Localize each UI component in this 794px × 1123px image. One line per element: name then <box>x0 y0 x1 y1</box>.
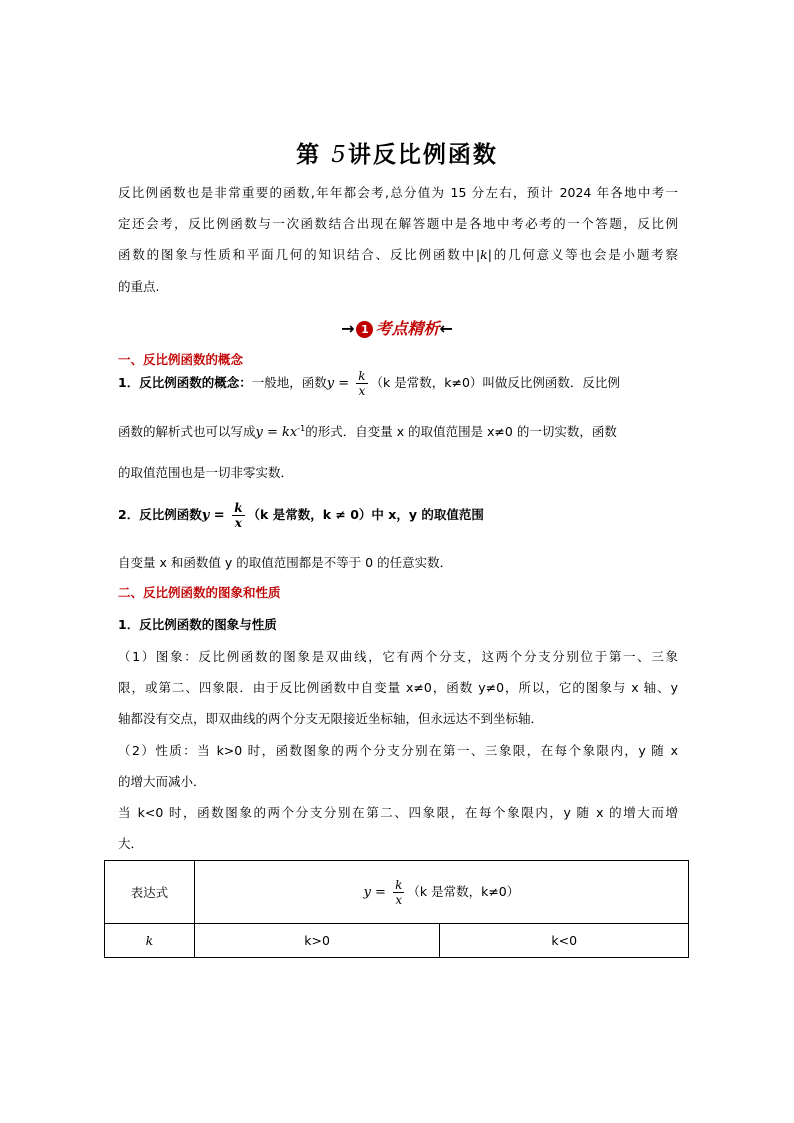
table-expression-paren: （k 是常数，k≠0） <box>407 883 520 899</box>
definition-text: 一般地，函数 <box>251 375 327 390</box>
definition-line-1 <box>118 368 678 399</box>
table-fraction <box>393 878 404 907</box>
definition-line-2 <box>118 420 678 442</box>
table-fraction-denominator: x <box>395 892 403 907</box>
intro-line-3-var: k <box>480 247 488 262</box>
property-line-2: 的增大而减小． <box>118 774 206 789</box>
table-cell-k: k <box>105 924 195 958</box>
table-row <box>105 924 689 958</box>
section-2-sub-1: 1．反比例函数的图象与性质 <box>118 617 277 632</box>
table-cell-expression <box>194 861 688 924</box>
left-arrow-icon: → <box>341 319 355 338</box>
property-line-3: 当 k<0 时，函数图象的两个分支分别在第二、四象限，在每个象限内，y 随 x 的增大而增 <box>118 805 678 820</box>
section-1-heading: 一、反比例函数的概念 <box>118 352 244 367</box>
graph-line-3: 轴都没有交点，即双曲线的两个分支无限接近坐标轴，但永远达不到坐标轴． <box>118 711 544 726</box>
intro-line-2: 定还会考，反比例函数与一次函数结合出现在解答题中是各地中考必考的一个答题，反比例 <box>118 216 678 231</box>
formula-eq: = <box>334 376 354 391</box>
fraction-denominator: x <box>358 384 366 398</box>
definition-label: 1．反比例函数的概念： <box>118 375 252 390</box>
fraction-k-over-x <box>356 369 367 398</box>
definition-paren: （k 是常数，k≠0）叫做反比例函数．反比例 <box>370 375 620 390</box>
definition-line-3: 的取值范围也是一切非零实数． <box>118 465 294 480</box>
intro-line-3-post: |的几何意义等也会是小题考察 <box>487 247 678 262</box>
title-suffix: 讲反比例函数 <box>347 141 498 168</box>
formula-exponent: -1 <box>297 424 306 433</box>
range-heading-post: （k 是常数，k ≠ 0）中 x，y 的取值范围 <box>247 507 484 522</box>
formula-kx: y = kx <box>255 425 298 441</box>
graph-line-2: 限，或第二、四象限．由于反比例函数中自变量 x≠0，函数 y≠0，所以，它的图象与 x 轴、y <box>118 680 678 695</box>
section-banner <box>0 316 794 339</box>
formula-y: y <box>326 376 335 391</box>
property-line-4: 大． <box>118 836 144 851</box>
definition-line-2-pre: 函数的解析式也可以写成 <box>118 424 256 440</box>
right-arrow-icon: ← <box>439 319 453 338</box>
table-formula-y: y <box>363 884 371 900</box>
range-text: 自变量 x 和函数值 y 的取值范围都是不等于 0 的任意实数． <box>118 555 453 570</box>
property-line-1: （2）性质：当 k>0 时，函数图象的两个分支分别在第一、三象限，在每个象限内，y 随 x <box>118 743 678 758</box>
intro-line-4: 的重点. <box>118 279 160 294</box>
intro-line-3 <box>118 246 678 264</box>
title-number: 5 <box>331 142 348 168</box>
range-fraction-denominator: x <box>234 516 242 530</box>
property-table <box>104 860 689 958</box>
range-formula-eq: = <box>209 508 230 523</box>
range-formula-y: y <box>201 508 210 523</box>
fraction-numerator: k <box>358 369 366 383</box>
table-cell-k-negative: k<0 <box>440 924 689 958</box>
section-2-heading: 二、反比例函数的图象和性质 <box>118 585 281 600</box>
table-fraction-numerator: k <box>395 877 403 892</box>
page-title <box>0 136 794 169</box>
range-label: 2．反比例函数 <box>118 507 202 522</box>
table-row <box>105 861 689 924</box>
definition-line-2-post: 的形式．自变量 x 的取值范围是 x≠0 的一切实数，函数 <box>305 424 617 440</box>
range-fraction <box>232 501 244 530</box>
graph-line-1: （1）图象：反比例函数的图象是双曲线，它有两个分支，这两个分支分别位于第一、三象 <box>118 649 678 664</box>
banner-label: 考点精析 <box>375 319 440 338</box>
table-formula-eq: = <box>370 884 391 900</box>
number-badge-icon: 1 <box>356 321 373 338</box>
intro-line-3-pre: 函数的图象与性质和平面几何的知识结合、反比例函数中| <box>118 247 481 262</box>
range-fraction-numerator: k <box>234 501 243 515</box>
range-heading <box>118 500 678 531</box>
intro-line-1: 反比例函数也是非常重要的函数,年年都会考,总分值为 15 分左右，预计 2024 年各地中考一 <box>118 185 678 200</box>
table-cell-k-positive: k>0 <box>194 924 440 958</box>
title-prefix: 第 <box>296 141 332 168</box>
table-cell-label: 表达式 <box>105 861 195 924</box>
